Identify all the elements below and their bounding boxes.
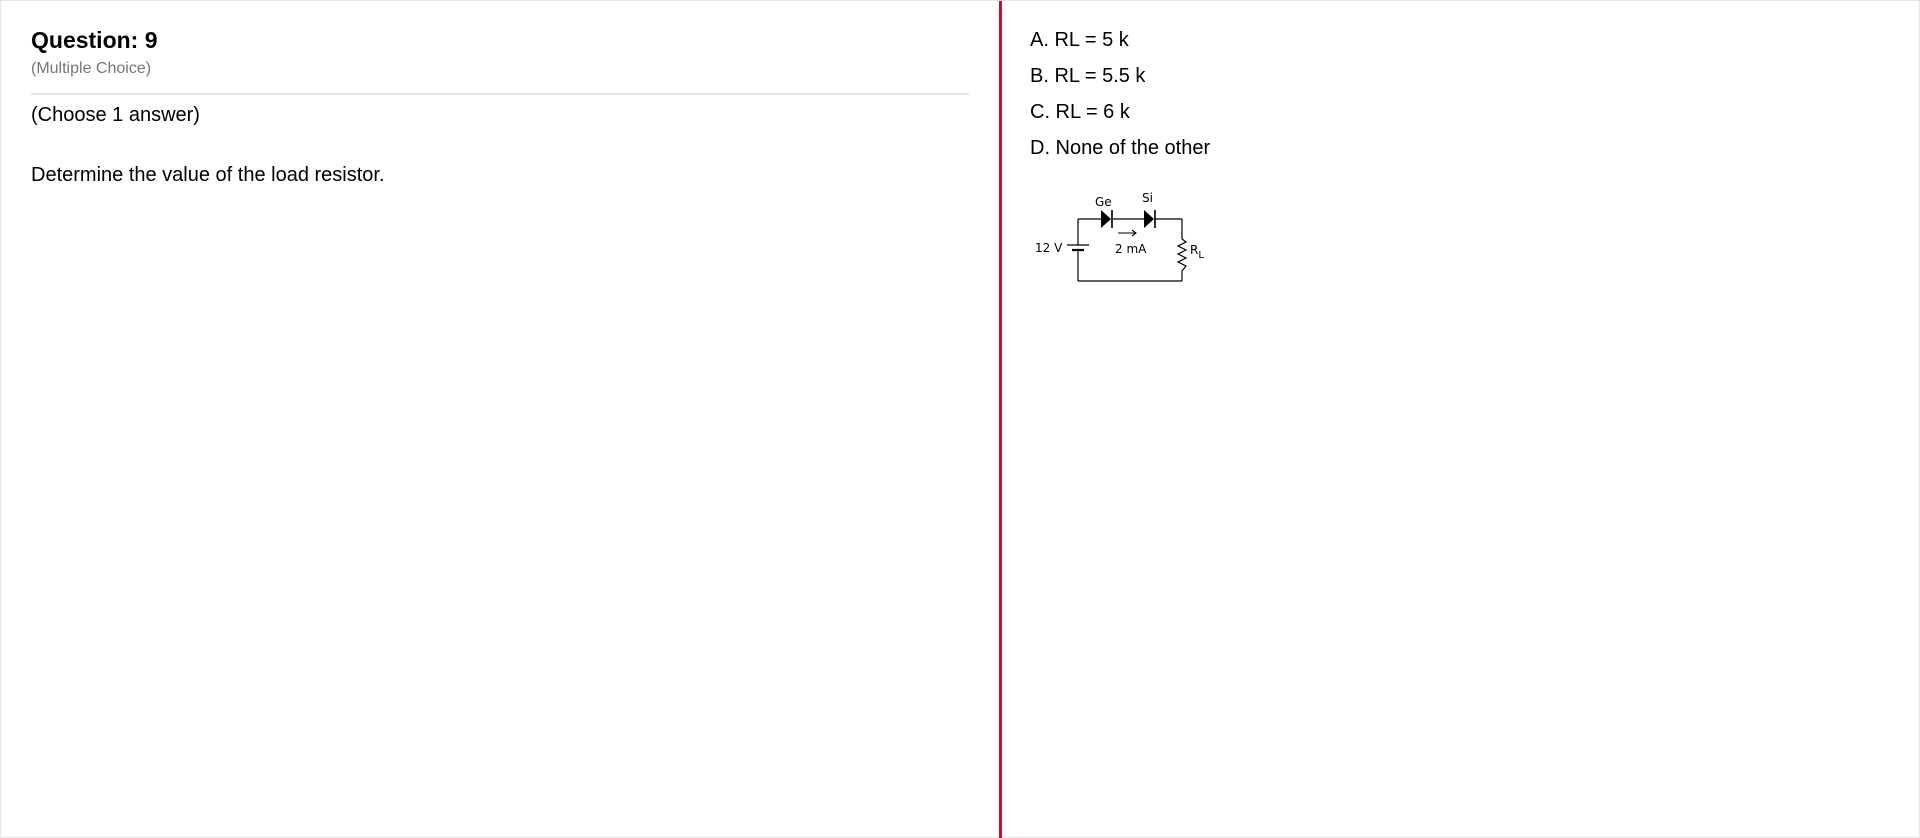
load-label <box>1190 243 1204 261</box>
source-label: 12 V <box>1035 241 1063 255</box>
answer-option-b[interactable]: B. RL = 5.5 k <box>1030 65 1146 87</box>
question-type: (Multiple Choice) <box>31 60 152 77</box>
question-instruction: (Choose 1 answer) <box>31 104 200 126</box>
question-pane <box>1 1 999 837</box>
question-divider <box>31 93 969 95</box>
question-prompt: Determine the value of the load resistor. <box>31 164 385 186</box>
battery-symbol <box>1067 245 1089 250</box>
answer-pane <box>1002 1 1920 837</box>
answer-list <box>1030 27 1210 171</box>
ge-diode-label: Ge <box>1095 195 1112 209</box>
answer-option-a[interactable]: A. RL = 5 k <box>1030 29 1129 51</box>
current-arrow <box>1118 230 1136 236</box>
answer-option-c[interactable]: C. RL = 6 k <box>1030 101 1130 123</box>
si-diode-symbol <box>1144 210 1155 228</box>
load-label-main: R <box>1190 243 1199 257</box>
question-title: Question: 9 <box>31 27 158 53</box>
load-resistor-symbol <box>1178 239 1186 271</box>
answer-option-d[interactable]: D. None of the other <box>1030 137 1211 159</box>
load-label-sub: L <box>1198 250 1204 261</box>
ge-diode-symbol <box>1101 210 1112 228</box>
current-label: 2 mA <box>1115 242 1147 256</box>
circuit-diagram <box>1030 187 1220 289</box>
si-diode-label: Si <box>1142 191 1153 205</box>
